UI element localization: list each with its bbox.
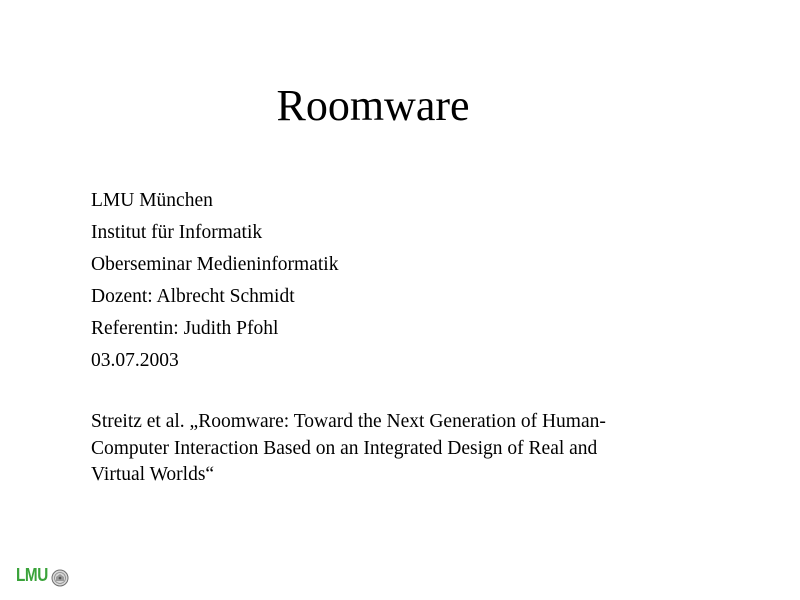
info-line-university: LMU München: [91, 190, 213, 211]
reference-line: Virtual Worlds“: [91, 464, 215, 485]
reference-line: Streitz et al. „Roomware: Toward the Next Generation of Human-: [91, 411, 606, 432]
paper-reference: [91, 409, 691, 489]
info-line-lecturer: Dozent: Albrecht Schmidt: [91, 286, 295, 307]
info-line-seminar: Oberseminar Medieninformatik: [91, 254, 339, 275]
info-line-date: 03.07.2003: [91, 350, 179, 371]
university-seal-icon: [51, 569, 69, 587]
reference-line: Computer Interaction Based on an Integrated Design of Real and: [91, 437, 598, 459]
info-line-presenter: Referentin: Judith Pfohl: [91, 318, 279, 339]
info-list: [91, 185, 338, 377]
info-line-institute: Institut für Informatik: [91, 222, 263, 243]
lmu-logo: [16, 564, 72, 590]
lmu-logo-text: LMU: [16, 565, 48, 585]
slide-title: Roomware: [276, 81, 470, 130]
